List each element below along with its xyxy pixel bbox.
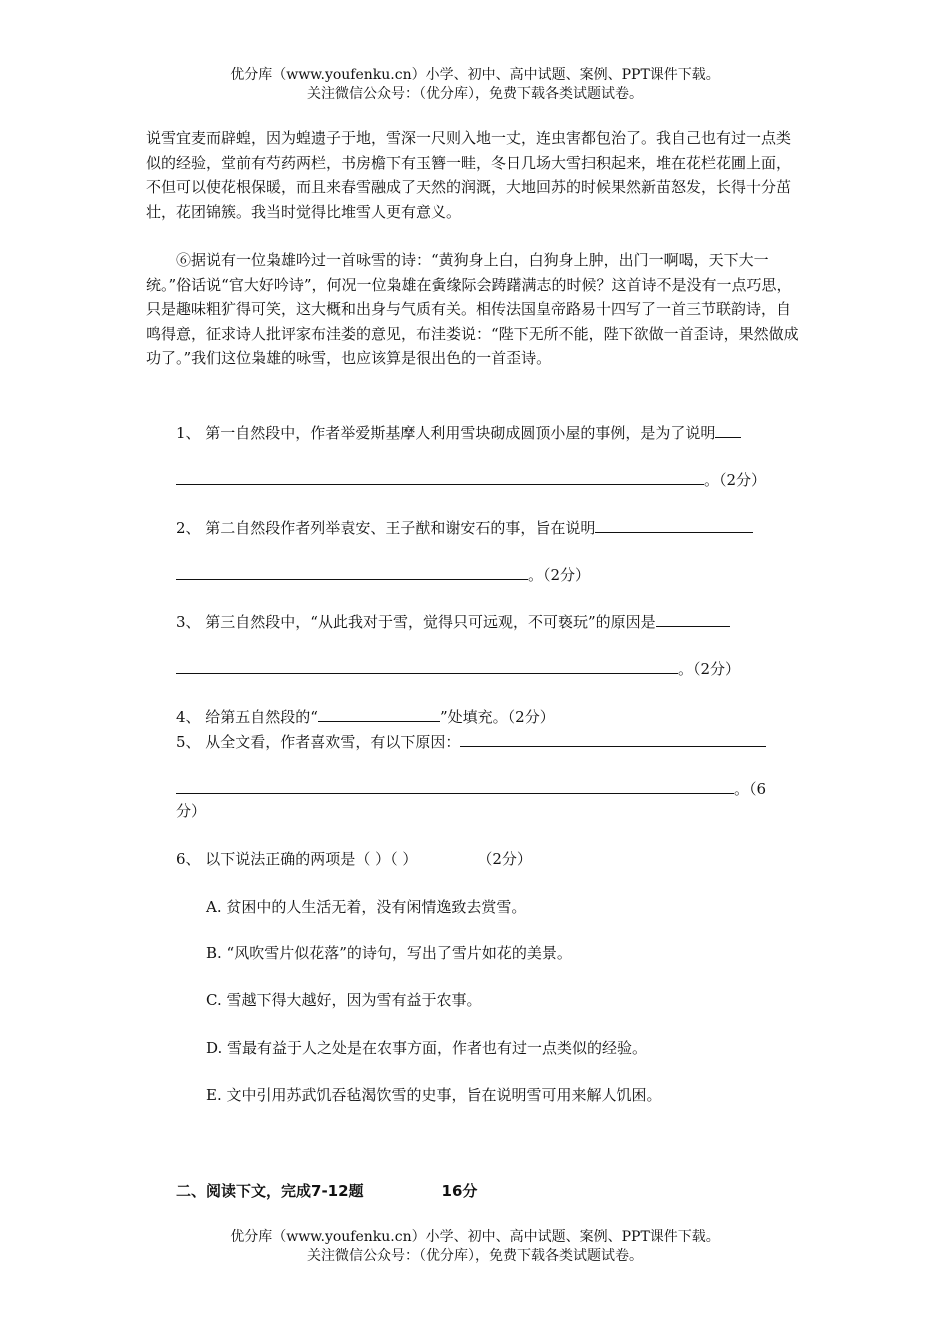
question-4-text-after: ”处填充。（2分）: [439, 708, 555, 726]
question-6: [176, 849, 532, 869]
question-2: [176, 516, 753, 538]
question-2-text: 2、 第二自然段作者列举袁安、王子猷和谢安石的事，旨在说明: [176, 519, 596, 537]
question-5: [176, 730, 766, 752]
option-d: D. 雪最有益于人之处是在农事方面，作者也有过一点类似的经验。: [206, 1039, 648, 1057]
footer-line-1: 优分库（www.youfenku.cn）小学、初中、高中试题、案例、PPT课件下载。: [230, 1229, 720, 1245]
question-1-text: 1、 第一自然段中，作者举爱斯基摩人利用雪块砌成圆顶小屋的事例，是为了说明: [176, 424, 716, 442]
answer-blank-1a[interactable]: [715, 421, 741, 438]
page-header: [0, 66, 950, 104]
question-5-score-a: 。（6: [734, 780, 767, 798]
question-1: [176, 421, 741, 443]
header-line-2: 关注微信公众号：（优分库），免费下载各类试题试卷。: [307, 86, 643, 102]
question-5-text: 5、 从全文看，作者喜欢雪，有以下原因：: [176, 733, 461, 751]
option-e: E. 文中引用苏武饥吞毡渴饮雪的史事，旨在说明雪可用来解人饥困。: [206, 1086, 662, 1104]
option-b: B. “风吹雪片似花落”的诗句，写出了雪片如花的美景。: [206, 944, 572, 962]
answer-blank-2a[interactable]: [595, 516, 753, 533]
question-3-text: 3、 第三自然段中，“从此我对于雪，觉得只可远观，不可亵玩”的原因是: [176, 613, 656, 631]
passage-paragraph-6: ⑥据说有一位枭雄吟过一首咏雪的诗：“黄狗身上白，白狗身上肿，出门一啊喝，天下大一统。”俗话说“官大好吟诗”，何况一位枭雄在夤缘际会踌躇满志的时候？这首诗不是没有一点巧思，只是趣味粗犷得可笑，这大概和出身与气质有关。相传法国皇帝路易十四写了一首三节联韵诗，自鸣得意，征求诗人批评家布洼娄的意见，布洼娄说：“陛下无所不能，陛下欲做一首歪诗，果然做成功了。”我们这位枭雄的咏雪，也应该算是很出色的一首歪诗。: [146, 251, 799, 367]
answer-blank-5a[interactable]: [460, 730, 766, 747]
question-3-line-2: [176, 657, 740, 679]
question-6-text: 6、 以下说法正确的两项是（ ）（ ）: [176, 850, 418, 868]
answer-blank-3a[interactable]: [656, 610, 730, 627]
question-3: [176, 610, 730, 632]
question-4-text-before: 4、 给第五自然段的“: [176, 708, 318, 726]
page-footer: [0, 1228, 950, 1266]
question-6-score: （2分）: [477, 850, 532, 868]
question-4: [176, 705, 555, 727]
option-c: C. 雪越下得大越好，因为雪有益于农事。: [206, 991, 482, 1009]
question-5-score-b: 分）: [176, 802, 207, 820]
header-line-1: 优分库（www.youfenku.cn）小学、初中、高中试题、案例、PPT课件下载。: [230, 67, 720, 83]
answer-blank-2b[interactable]: [176, 563, 528, 580]
answer-blank-3b[interactable]: [176, 657, 678, 674]
answer-blank-4[interactable]: [318, 705, 440, 722]
answer-blank-5b[interactable]: [176, 777, 734, 794]
question-3-score: 。（2分）: [678, 660, 741, 678]
footer-line-2: 关注微信公众号：（优分库），免费下载各类试题试卷。: [307, 1248, 643, 1264]
question-5-line-2: [176, 777, 766, 799]
question-2-score: 。（2分）: [528, 566, 591, 584]
section-2-title: 二、阅读下文，完成7-12题: [176, 1182, 364, 1200]
option-a: A. 贫困中的人生活无着，没有闲情逸致去赏雪。: [206, 898, 527, 916]
section-2-score: 16分: [441, 1182, 478, 1200]
question-2-line-2: [176, 563, 590, 585]
question-1-line-2: [176, 468, 766, 490]
answer-blank-1b[interactable]: [176, 468, 704, 485]
section-2-heading: [176, 1180, 477, 1201]
passage-paragraph-continued: 说雪宜麦而辟蝗，因为蝗遗子于地，雪深一尺则入地一丈，连虫害都包治了。我自己也有过一点类似的经验，堂前有芍药两栏，书房檐下有玉簪一畦，冬日几场大雪扫积起来，堆在花栏花圃上面，不但可以使花根保暖，而且来春雪融成了天然的润溉，大地回苏的时候果然新苗怒发，长得十分茁壮，花团锦簇。我当时觉得比堆雪人更有意义。: [146, 129, 792, 221]
question-1-score: 。（2分）: [704, 471, 767, 489]
